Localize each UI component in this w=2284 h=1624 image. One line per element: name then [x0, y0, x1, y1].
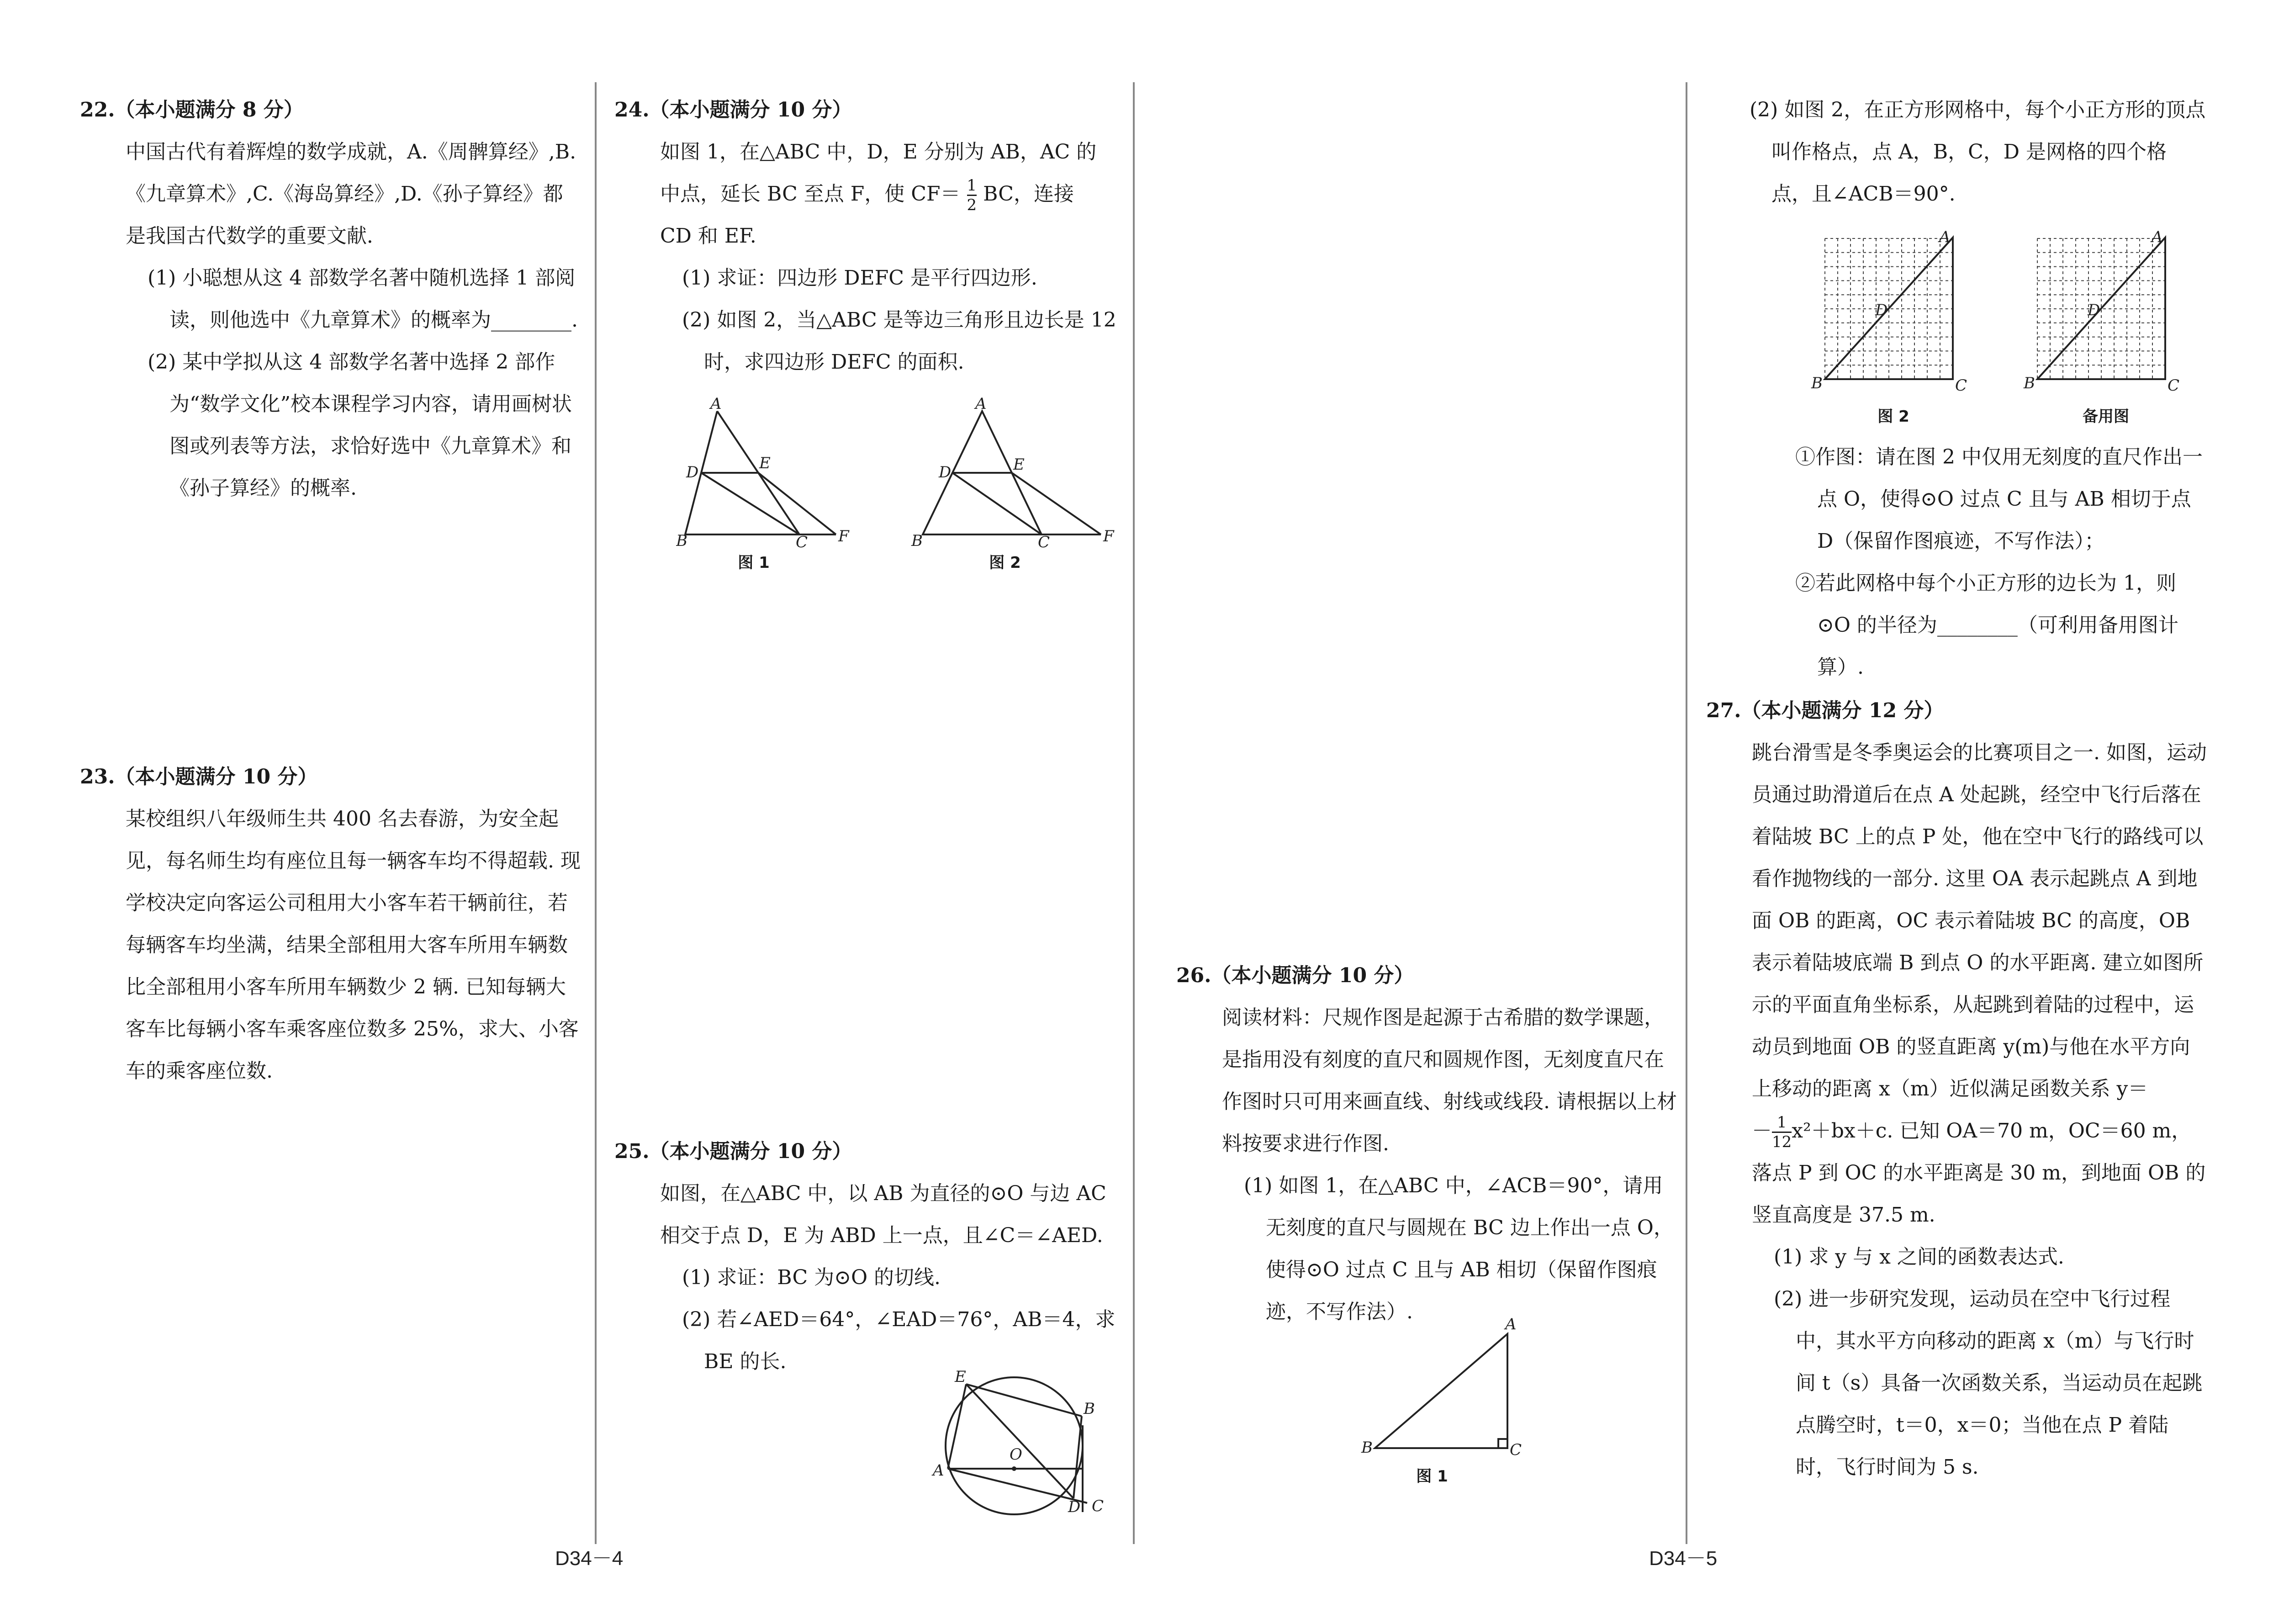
question-26-subparts	[1795, 436, 2206, 688]
q26-figure-2	[1807, 228, 1980, 434]
question-25	[614, 1131, 1117, 1383]
q24-line1: 如图 1，在△ABC 中，D，E 分别为 AB，AC 的	[660, 140, 1097, 164]
q27-body2: 落点 P 到 OC 的水平距离是 30 m，到地面 OB 的竖直高度是 37.5 m.	[1752, 1161, 2206, 1227]
q27-heading: 27.（本小题满分 12 分）	[1706, 699, 1944, 722]
column-divider-1	[595, 82, 597, 1544]
q26-body: 阅读材料：尺规作图是起源于古希腊的数学课题，是指用没有刻度的直尺和圆规作图，无刻度直尺在作图时只可用来画直线、射线或线段. 请根据以上材料按要求进行作图.	[1222, 1006, 1677, 1155]
q25-fig-svg	[923, 1366, 1124, 1517]
q24-part1: (1) 求证：四边形 DEFC 是平行四边形.	[682, 266, 1037, 290]
q26f2-label-C: C	[1955, 376, 1967, 395]
q24f2-label-E: E	[1013, 455, 1025, 474]
q24-figure-2	[904, 397, 1115, 589]
q25-center-dot	[1012, 1466, 1016, 1471]
q25-label-O: O	[1010, 1445, 1022, 1464]
page-number-mid: D34－5	[1649, 1547, 1718, 1570]
q24f2-label-D: D	[939, 463, 952, 481]
q25-label-D: D	[1068, 1498, 1081, 1516]
q26-backup-svg	[2019, 228, 2193, 402]
q24-fraction: $\frac{1}{2}$	[967, 176, 977, 214]
q27-equation: － $\frac{1}{12}$ x²＋bx＋c. 已知 OA＝70 m，OC＝60 m，	[1752, 1113, 2192, 1151]
q22-part2: (2) 某中学拟从这 4 部数学名著中选择 2 部作为“数学文化”校本课程学习内容，请用画树状图或列表等方法，求恰好选中《九章算术》和《孙子算经》的概率.	[148, 350, 572, 500]
q24-heading: 24.（本小题满分 10 分）	[614, 98, 852, 122]
q25-figure	[923, 1366, 1124, 1517]
q26f2-label-B: B	[1811, 374, 1823, 392]
q25-label-B: B	[1084, 1400, 1095, 1418]
q26f1-label-B: B	[1361, 1439, 1373, 1457]
q26-figure-backup	[2019, 228, 2193, 434]
q24f2-label-F: F	[1103, 527, 1114, 545]
q24f1-label-C: C	[796, 533, 808, 548]
q24-figure-1	[676, 397, 877, 589]
q25-label-C: C	[1092, 1497, 1104, 1515]
q24-fig2-svg	[904, 397, 1115, 548]
q25-line1: 如图，在△ABC 中，以 AB 为直径的⊙O 与边 AC 相交于点 D，E 为 ABD 上一点，且∠C＝∠AED.	[660, 1182, 1106, 1247]
q23-heading: 23.（本小题满分 10 分）	[80, 765, 318, 788]
q24f2-label-A: A	[975, 397, 987, 413]
q25-label-E: E	[955, 1368, 966, 1386]
q24-line2: 中点，延长 BC 至点 F，使 CF＝ $\frac{1}{2}$ BC，连接	[660, 176, 1074, 214]
q26-figure-1	[1357, 1316, 1549, 1498]
q22-part1: (1) 小聪想从这 4 部数学名著中随机选择 1 部阅读，则他选中《九章算术》的概率为________.	[148, 266, 578, 332]
q24f1-label-D: D	[686, 463, 699, 481]
q26-fig1-svg	[1357, 1316, 1549, 1462]
question-26	[1176, 955, 1679, 1333]
q27-part1: (1) 求 y 与 x 之间的函数表达式.	[1774, 1245, 2064, 1269]
q24f2-label-B: B	[911, 532, 923, 548]
q26fb-label-C: C	[2168, 376, 2180, 395]
q25-part1: (1) 求证：BC 为⊙O 的切线.	[682, 1266, 941, 1289]
q26-fig1-caption: 图 1	[1416, 1467, 1448, 1486]
q27-part2: (2) 进一步研究发现，运动员在空中飞行过程中，其水平方向移动的距离 x（m）与飞行时间 t（s）具备一次函数关系，当运动员在起跳点腾空时，t＝0，x＝0；当他在点 P 着陆时，飞行时间为 5 s.	[1774, 1287, 2203, 1479]
q24-fig2-caption: 图 2	[989, 554, 1021, 572]
question-24	[614, 89, 1117, 383]
question-27	[1706, 690, 2209, 1488]
q26fb-label-B: B	[2024, 374, 2035, 392]
column-divider-2	[1133, 82, 1135, 1544]
q27-body: 跳台滑雪是冬季奥运会的比赛项目之一. 如图，运动员通过助滑道后在点 A 处起跳，经空中飞行后落在着陆坡 BC 上的点 P 处，他在空中飞行的路线可以看作抛物线的一部分. 这里 OA 表示起跳点 A 到地面 OB 的距离，OC 表示着陆坡 BC 的高度，OB 表示着陆坡底端 B 到点 O 的水平距离. 建立如图所示的平面直角坐标系，从起跳到着陆的过程中，运动员到地面 OB 的竖直距离 y(m)与他在水平方向上移动的距离 x（m）近似满足函数关系 y＝	[1752, 741, 2207, 1100]
q26f2-label-A: A	[1939, 228, 1951, 246]
q24-fig1-svg	[676, 397, 877, 548]
q26-fig2-svg	[1807, 228, 1980, 402]
q25-part2: (2) 若∠AED＝64°，∠EAD＝76°，AB＝4，求 BE 的长.	[682, 1308, 1116, 1373]
q22-intro: 中国古代有着辉煌的数学成就，A.《周髀算经》,B.《九章算术》,C.《海岛算经》,D.《孙子算经》都是我国古代数学的重要文献．	[126, 140, 576, 248]
q24-line3: CD 和 EF.	[660, 224, 756, 248]
q24-part2: (2) 如图 2，当△ABC 是等边三角形且边长是 12 时，求四边形 DEFC 的面积.	[682, 308, 1116, 374]
q26-step1: ①作图：请在图 2 中仅用无刻度的直尺作出一点 O，使得⊙O 过点 C 且与 AB 相切于点 D（保留作图痕迹，不写作法）；	[1795, 445, 2203, 553]
q25-label-A: A	[933, 1461, 944, 1480]
q24f1-label-A: A	[710, 397, 722, 413]
q24-fig1-caption: 图 1	[738, 554, 770, 572]
q26-step2: ②若此网格中每个小正方形的边长为 1，则⊙O 的半径为________（可利用备用图计算）.	[1795, 571, 2178, 679]
q26-part1: (1) 如图 1，在△ABC 中，∠ACB＝90°，请用无刻度的直尺与圆规在 BC 边上作出一点 O，使得⊙O 过点 C 且与 AB 相切（保留作图痕迹，不写作法）.	[1244, 1174, 1674, 1323]
page-number-left: D34－4	[555, 1547, 624, 1570]
q22-heading: 22.（本小题满分 8 分）	[80, 98, 304, 122]
question-26-continued	[1750, 89, 2206, 215]
q26f1-label-C: C	[1510, 1441, 1522, 1459]
q26f1-label-A: A	[1505, 1316, 1517, 1333]
q26fb-label-A: A	[2152, 228, 2163, 246]
q26-part2: (2) 如图 2，在正方形网格中，每个小正方形的顶点叫作格点，点 A，B，C，D 是网格的四个格点，且∠ACB＝90°.	[1750, 98, 2206, 206]
question-23	[80, 756, 582, 1092]
q24f1-label-B: B	[676, 532, 687, 548]
q26-backup-caption: 备用图	[2083, 407, 2129, 426]
q27-fraction: $\frac{1}{12}$	[1772, 1113, 1792, 1151]
question-22	[80, 89, 582, 509]
q26-heading: 26.（本小题满分 10 分）	[1176, 964, 1414, 987]
q25-heading: 25.（本小题满分 10 分）	[614, 1140, 852, 1163]
q24f1-label-E: E	[759, 454, 771, 472]
q26-fig2-caption: 图 2	[1877, 407, 1909, 426]
q26fb-label-D: D	[2088, 301, 2100, 319]
column-divider-3	[1686, 82, 1687, 1544]
q24f1-label-F: F	[838, 527, 849, 545]
q26f2-label-D: D	[1875, 301, 1888, 319]
q23-body: 某校组织八年级师生共 400 名去春游，为安全起见，每名师生均有座位且每一辆客车均不得超载. 现学校决定向客运公司租用大小客车若干辆前往，若每辆客车均坐满，结果全部租用大客车所用车辆数比全部租用小客车所用车辆数少 2 辆. 已知每辆大客车比每辆小客车乘客座位数多 25%，求大、小客车的乘客座位数.	[126, 807, 581, 1083]
q24f2-label-C: C	[1038, 533, 1050, 548]
